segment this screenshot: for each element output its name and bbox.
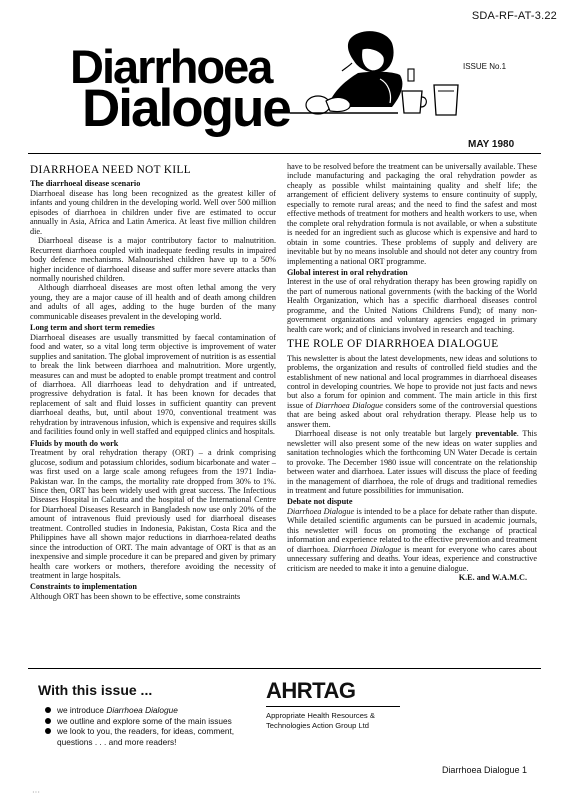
mother-child-illustration: [288, 27, 463, 155]
text-run: . This newsletter will also present some of the new ideas on water supplies and sanitation technologies which the forthcoming UN Water Decade is certain to provoke. The December 1980 issue will concentrate on the relationship between water and diarrhoea. Later issues will discuss the place of feeding in the management of diarrhoea, the role of drugs and traditional remedies in treatment and future possibilities for immunisation.: [287, 429, 537, 495]
text-run: considers some of the controversial questions that are being asked about oral rehydration therapy. Please help us to answer them.: [287, 400, 537, 429]
section-heading: Debate not dispute: [287, 497, 353, 507]
text-run: is meant for everyone who cares about unnecessary suffering and deaths. Your ideas, experience and constructive criticism are needed to make it into a genuine dialogue.: [287, 544, 537, 573]
paragraph: [287, 507, 537, 573]
issue-number: ISSUE No.1: [463, 62, 507, 71]
newsletter-title: Diarrhoea Dialogue: [333, 544, 402, 554]
paragraph: Diarrhoeal disease is a major contributory factor to malnutrition. Recurrent diarrhoea coupled with inadequate feeding results in impaired body defence mechanisms. Malnourished children have up to a 50% higher incidence of diarrhoeal disease and suffer more severe attacks than normally nourished children.: [30, 236, 276, 283]
text-run: This newsletter is about the latest developments, new ideas and solutions to problems, the organization and results of controlled field studies and the establishment of new national and local programmes in diarrhoeal diseases control in developing countries. We hope to provide not just facts and news but also a forum for opinion and comment. The main article in this first issue of: [287, 353, 537, 410]
paragraph: Interest in the use of oral rehydration therapy has been growing rapidly on the part of numerous national governments (with the backing of the World Health Organization, which has a specific diarrhoeal diseases control programme, and the United Nations Childrens Fund); of many non-government organizations and voluntary agencies engaged in primary health care work; and of clinicians involved in research and teaching.: [287, 277, 537, 334]
section-heading: Fluids by mouth do work: [30, 438, 119, 448]
section-heading: Constraints to implementation: [30, 582, 137, 592]
article-heading: THE ROLE OF DIARRHOEA DIALOGUE: [287, 338, 499, 351]
paragraph: [287, 354, 537, 430]
text-run: is intended to be a place for debate rather than dispute. While detailed scientific arguments can be pursued in academic journals, this newsletter will focus on promoting the exchange of practical information and experience related to the effective prevention and treatment of diarrhoea.: [287, 506, 537, 554]
paragraph: Although ORT has been shown to be effective, some constraints: [30, 591, 241, 601]
issue-bullets: [45, 705, 260, 747]
emphasis: preventable: [475, 429, 517, 439]
section-heading: Long term and short term remedies: [30, 323, 155, 333]
paragraph: have to be resolved before the treatment can be universally available. These include manufacturing and packaging the oral rehydration powder as cheaply as possible whilst maintaining quality and shelf life; the arrangement of efficient delivery systems to ensure continuity of supply, especially to remote rural areas; and the need to find the safest and most effective methods of treatment for mothers and health workers to use, when the complete oral rehydration formula is not available, or when a substitute is needed for an ingredient such as glucose which is expensive and hard to obtain in some countries. These problems of supply and delivery are inevitable but by no means insoluble and should not deter any country from implementing a national ORT programme.: [287, 162, 537, 266]
with-this-issue-title: With this issue ...: [38, 682, 153, 698]
right-column: [287, 162, 537, 582]
paragraph: Although diarrhoeal diseases are most often lethal among the very young, they are a major cause of ill health and of death among children and adults of all ages, adding to the huge burden of the many communicable diseases prevalent in the developing world.: [30, 283, 276, 321]
masthead-line2: Dialogue: [82, 78, 290, 138]
footer-rule: [28, 668, 541, 669]
text-run: we introduce: [57, 705, 107, 715]
section-heading: The diarrhoeal disease scenario: [30, 179, 141, 189]
newsletter-title: Diarrhoea Dialogue: [287, 506, 355, 516]
ahrtag-line: Technologies Action Group Ltd: [266, 721, 370, 730]
header-rule: [28, 153, 541, 154]
issue-date: MAY 1980: [468, 139, 515, 150]
document-code: SDA-RF-AT-3.22: [471, 10, 557, 22]
bullet-item: [45, 705, 260, 716]
ahrtag-name: AHRTAG: [266, 678, 400, 707]
text-run: Diarrhoeal disease is not only treatable but largely: [295, 429, 476, 439]
signature: K.E. and W.A.M.C.: [458, 573, 527, 583]
masthead-line1: Diarrhoea: [70, 40, 272, 93]
article-heading: DIARRHOEA NEED NOT KILL: [30, 164, 191, 176]
newsletter-title: Diarrhoea Dialogue: [315, 400, 383, 410]
paragraph: Treatment by oral rehydration therapy (ORT) – a drink comprising glucose, sodium and potassium chlorides, sodium bicarbonate and water – was first used on a large scale among refugees from the 1971 India-Pakistan war. In the camps, the mortality rate dropped from 30% to 1%. Since then, ORT has been widely used with great success. The Infectious Diseases Hospital in Calcutta and the hospital of the International Centre for Diarrhoeal Diseases Research in Bangladesh now use only 20% of the amount of intravenous fluid previously used for diarrhoeal diseases treatment. Controlled studies in Indonesia, Pakistan, Costa Rica and the Philippines have all shown major reductions in diarrhoea-related deaths since the introduction of ORT. The main advantage of ORT is that as an inexpensive and simple procedure it can be prepared and given by primary health care workers or mothers, therefore avoiding the necessity of treatment in large hospitals.: [30, 448, 276, 581]
bullet-item: we look to you, the readers, for ideas, comment, questions . . . and more readers!: [45, 726, 260, 747]
left-column: [30, 160, 276, 601]
section-heading: Global interest in oral rehydration: [287, 267, 408, 277]
paragraph: Diarrhoeal diseases are usually transmitted by faecal contamination of food and water, so a vital long term objective is improvement of water supplies and sanitation. The global improvement of nutrition is as essential to break the link between diarrhoea and malnutrition. More urgently, measures can and must be adopted to enable prompt treatment and control of diarrhoea. All diarrhoeas lead to dehydration and if untreated, progressive dehydration is fatal. It has been known for decades that replacement of salt and fluid losses in sufficient quantity can prevent diarrhoeal deaths, but, until about 1970, conventional treatment was rehydration by intravenous infusion, which is expensive and requires skills and facilities found only in well staffed and equipped clinics and hospitals.: [30, 332, 276, 437]
ahrtag-logo: [266, 678, 442, 731]
ahrtag-line: Appropriate Health Resources &: [266, 711, 375, 720]
paragraph: [287, 429, 537, 495]
masthead-title: [70, 40, 290, 138]
bullet-item: we outline and explore some of the main issues: [45, 716, 260, 727]
paragraph: Diarrhoeal disease has long been recognized as the greatest killer of infants and young children in the developing world. Well over 500 million episodes of diarrhoea in children under five are estimated to occur annually in Asia, Africa and Latin America. At least five million children die.: [30, 188, 276, 236]
ahrtag-fullname: [266, 711, 442, 731]
newsletter-title: Diarrhoea Dialogue: [106, 705, 178, 715]
scan-mark: ···: [32, 788, 40, 797]
page-footer: Diarrhoea Dialogue 1: [441, 765, 527, 775]
